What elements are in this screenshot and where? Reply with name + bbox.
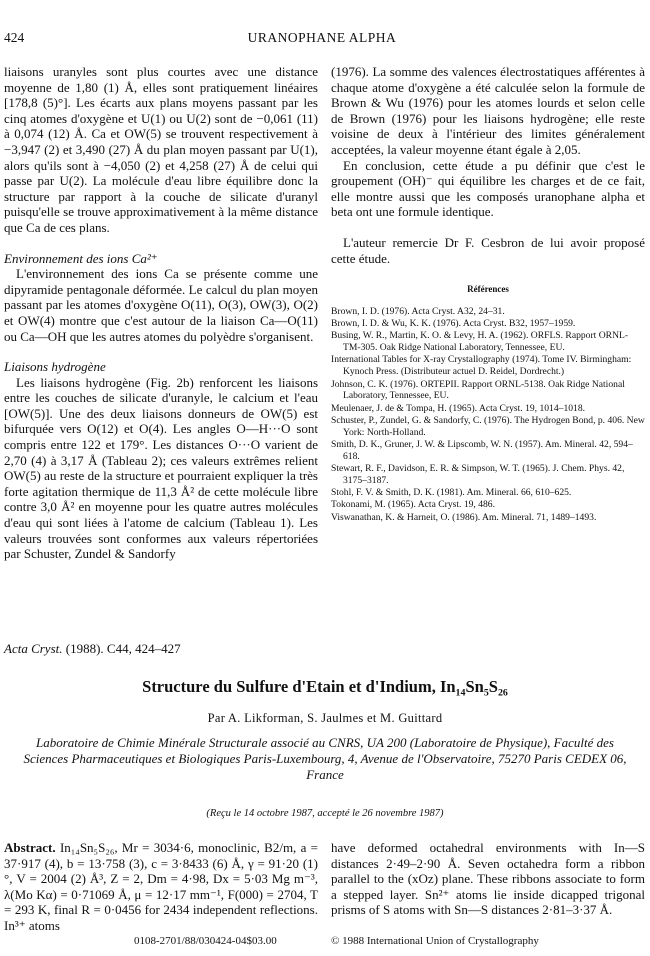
- reference-item: Stewart, R. F., Davidson, E. R. & Simpson, W. T. (1965). J. Chem. Phys. 42, 3175–3187.: [331, 463, 625, 486]
- paragraph-conclusion: En conclusion, cette étude a pu définir que c'est le groupement (OH)⁻ qui équilibre les charges et de ce fait, elle montre aussi que les composés uranophane alpha et beta ont une formule identique.: [331, 157, 645, 220]
- citation-details: (1988). C44, 424–427: [65, 641, 181, 656]
- abstract-label: Abstract.: [4, 840, 56, 855]
- right-column: [331, 64, 645, 524]
- references-list: [331, 306, 645, 524]
- article-title: Structure du Sulfure d'Etain et d'Indium, In₁₄Sn₅S₂₆: [142, 677, 508, 696]
- reference-item: Schuster, P., Zundel, G. & Sandorfy, C. (1976). The Hydrogen Bond, p. 406. New York: North-Holland.: [331, 414, 645, 438]
- paragraph: L'environnement des ions Ca se présente comme une dipyramide pentagonale déformée. Le calcul du plan moyen passant par les atomes d'oxygène O(11), O(3), OW(3), O(2) et OW(4) montre que c'est autour de la liaison Ca—O(11) ou Ca—OH que les autres atomes du polyèdre s'organisent.: [4, 266, 318, 344]
- footer-copyright: © 1988 International Union of Crystallography: [331, 935, 539, 947]
- paragraph: Les liaisons hydrogène (Fig. 2b) renforcent les liaisons entre les couches de silicate d'uranyle, le calcium et l'eau [OW(5)]. Une des deux liaisons donneurs de OW(5) est bifurquée vers O(12) et O(4). Les angles O—H···O sont compris entre 122 et 179°. Les distances O···O varient de 2,70 (4) à 3,17 Å (Tableau 2); ces valeurs extrêmes relient OW(5) au reste de la structure et pourraient expliquer la très forte agitation thermique de 11,3 Å² de cette molécule libre contre 3,0 Å² en moyenne pour les quatre autres molécules d'eau qui sont liées à l'atome de calcium (Tableau 1). Les valeurs trouvées sont conformes aux valeurs répertoriées par Schuster, Zundel & Sandorfy: [4, 374, 318, 562]
- reference-item: Viswanathan, K. & Harneit, O. (1986). Am. Mineral. 71, 1489–1493.: [331, 511, 597, 523]
- page-number: 424: [4, 30, 25, 45]
- footer-code: 0108-2701/88/030424-04$03.00: [134, 935, 277, 947]
- reference-item: Busing, W. R., Martin, K. O. & Levy, H. A. (1962). ORFLS. Rapport ORNL-TM-305. Oak Ridge National Laboratory, Tennessee, EU.: [331, 330, 629, 354]
- section-heading-hydrogen: Liaisons hydrogène: [4, 359, 106, 375]
- reference-item: Stohl, F. V. & Smith, D. K. (1981). Am. Mineral. 66, 610–625.: [331, 487, 572, 499]
- reference-item: International Tables for X-ray Crystallography (1974). Tome IV. Birmingham: Kynoch Press. (Distributeur actuel D. Reidel, Dordrecht.): [331, 354, 632, 378]
- paragraph: liaisons uranyles sont plus courtes avec une distance moyenne de 1,80 (1) Å, elles sont pratiquement linéaires [178,8 (5)°]. Les écarts aux plans moyens passant par les cinq atomes d'oxygène et U(1) ou U(2) sont de −0,061 (11) à 0,074 (12) Å. Ca et OW(5) se trouvent respectivement à −3,947 (2) et 3,490 (27) Å du plan moyen passant par U(1), alors qu'ils sont à −4,050 (2) et 4,258 (27) Å de celui qui passe par U(2). La molécule d'eau libre équilibre donc la structure par rapport à la couche de silicate d'uranyl puisqu'elle se trouve approximativement à la même distance que Ca de ces plans.: [4, 64, 318, 235]
- reference-item: Tokonami, M. (1965). Acta Cryst. 19, 486.: [331, 499, 496, 511]
- acknowledgement: L'auteur remercie Dr F. Cesbron de lui avoir proposé cette étude.: [331, 234, 645, 266]
- left-column: [4, 64, 318, 562]
- reference-item: Smith, D. K., Gruner, J. W. & Lipscomb, W. N. (1957). Am. Mineral. 42, 594–618.: [331, 438, 633, 462]
- article-affiliation: Laboratoire de Chimie Minérale Structurale associé au CNRS, UA 200 (Laboratoire de Physique), Faculté des Sciences Pharmaceutiques et Biologiques Paris-Luxembourg, 4, Avenue de l'Observatoire, 75270 Paris CEDEX 06, France: [23, 735, 627, 782]
- abstract-text: In₁₄Sn₅S₂₆, Mr = 3034·6, monoclinic, B2/m, a = 37·917 (4), b = 13·758 (3), c = 3·8433 (6) Å, γ = 91·20 (1)°, V = 2004 (2) Å³, Z = 2, Dm = 4·98, Dx = 5·03 Mg m⁻³, λ(Mo Kα) = 0·71069 Å, μ = 12·17 mm⁻¹, F(000) = 2704, T = 293 K, final R = 0·0456 for 2434 independent reflections. In³⁺ atoms: [4, 840, 318, 933]
- article-citation: [4, 641, 181, 657]
- reference-item: Meulenaer, J. de & Tompa, H. (1965). Acta Cryst. 19, 1014–1018.: [331, 402, 586, 414]
- paragraph: (1976). La somme des valences électrostatiques afférentes à chaque atome d'oxygène a été calculée selon la formule de Brown & Wu (1976) pour les atomes lourds et selon celle de Brown (1976) pour les liaisons hydrogène; elle reste voisine de deux à l'intérieur des limites généralement acceptées, la valeur moyenne étant égale à 2,05.: [331, 64, 645, 157]
- running-title: URANOPHANE ALPHA: [247, 30, 397, 45]
- reference-item: Brown, I. D. & Wu, K. K. (1976). Acta Cryst. B32, 1957–1959.: [331, 318, 576, 330]
- page-header: [4, 30, 640, 50]
- article-authors: Par A. Likforman, S. Jaulmes et M. Guittard: [207, 711, 443, 725]
- received-dates: (Reçu le 14 octobre 1987, accepté le 26 novembre 1987): [206, 808, 444, 819]
- reference-item: Johnson, C. K. (1976). ORTEPII. Rapport ORNL-5138. Oak Ridge National Laboratory, Tennessee, EU.: [331, 378, 625, 402]
- references-title: Références: [467, 284, 509, 295]
- citation-journal: Acta Cryst.: [4, 641, 63, 656]
- abstract-left: [4, 840, 318, 933]
- reference-item: Brown, I. D. (1976). Acta Cryst. A32, 24–31.: [331, 305, 505, 317]
- section-heading-calcium: Environnement des ions Ca²⁺: [4, 250, 158, 266]
- abstract-right: have deformed octahedral environments with In—S distances 2·49–2·90 Å. Seven octahedra form a ribbon parallel to the (xOz) plane. These ribbons associate to form a stepped layer. Sn²⁺ atoms lie inside dicapped trigonal prisms of S atoms with Sn—S distances 2·81–3·37 Å.: [331, 840, 645, 917]
